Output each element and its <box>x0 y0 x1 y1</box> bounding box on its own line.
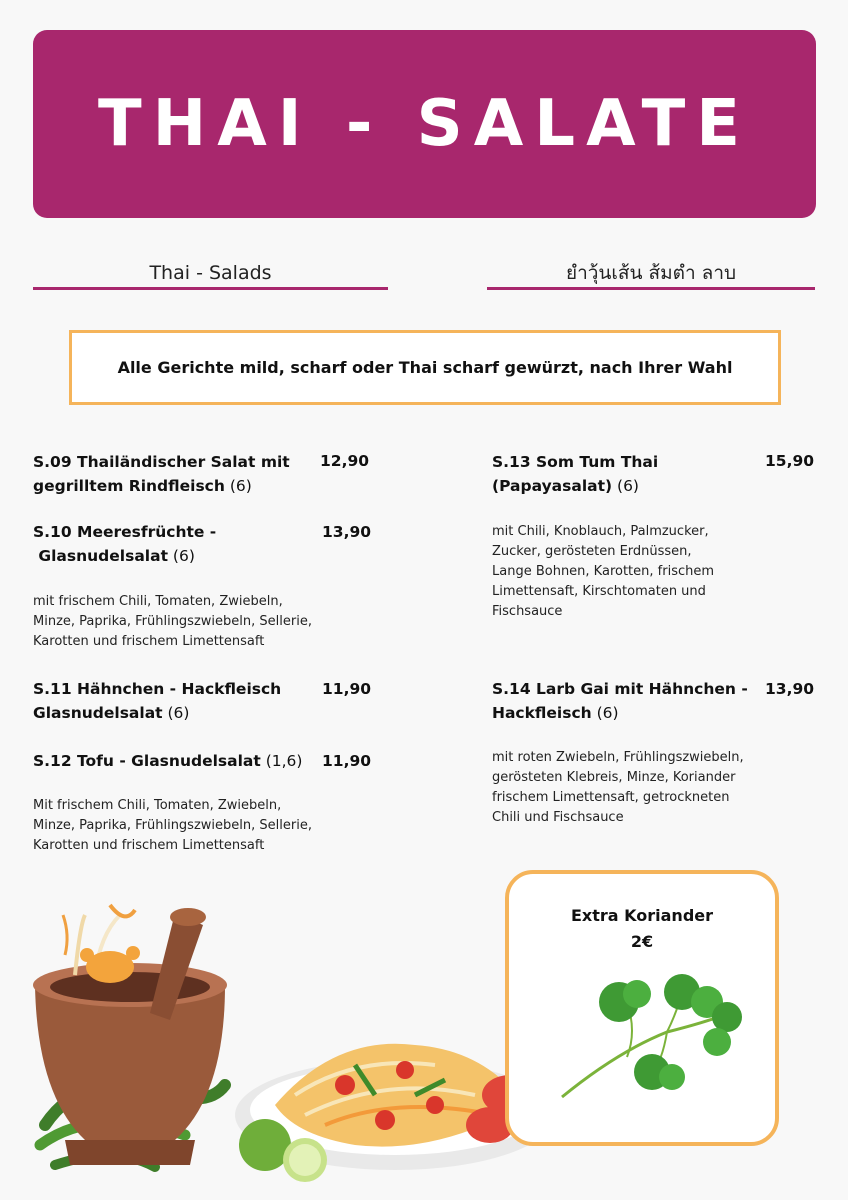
description-line: frischem Limettensaft, getrockneten <box>492 790 730 805</box>
item-name-line: S.12 Tofu - Glasnudelsalat <box>33 752 261 770</box>
subtitle-thai: ยำวุ้นเส้น ส้มตำ ลาบ <box>487 258 815 290</box>
extra-item-name: Extra Koriander <box>570 906 714 925</box>
description-line: mit frischem Chili, Tomaten, Zwiebeln, <box>33 594 283 609</box>
spice-notice: Alle Gerichte mild, scharf oder Thai scharf gewürzt, nach Ihrer Wahl <box>69 330 781 405</box>
item-name-line: S.09 Thailändischer Salat mit <box>33 453 290 471</box>
description-s10 <box>33 592 353 652</box>
item-name-line: Glasnudelsalat <box>33 547 168 565</box>
item-name-line: S.10 Meeresfrüchte - <box>33 523 217 541</box>
mortar-pestle-illustration <box>25 895 240 1185</box>
item-name-line: S.14 Larb Gai mit Hähnchen - <box>492 680 748 698</box>
description-line: Minze, Paprika, Frühlingszwiebeln, Sellerie, <box>33 818 312 833</box>
description-line: Chili und Fischsauce <box>492 810 624 825</box>
description-line: Karotten und frischem Limettensaft <box>33 634 265 649</box>
description-line: mit Chili, Knoblauch, Palmzucker, <box>492 524 709 539</box>
menu-item-s10 <box>33 520 313 568</box>
description-s14 <box>492 748 802 828</box>
description-line: Minze, Paprika, Frühlingszwiebeln, Sellerie, <box>33 614 312 629</box>
menu-item-s12 <box>33 749 318 773</box>
description-line: Karotten und frischem Limettensaft <box>33 838 265 853</box>
price-s14: 13,90 <box>765 680 815 698</box>
item-name-line: S.13 Som Tum Thai <box>492 453 659 471</box>
description-s13 <box>492 522 792 622</box>
description-line: mit roten Zwiebeln, Frühlingszwiebeln, <box>492 750 744 765</box>
price-s12: 11,90 <box>322 752 372 770</box>
description-s12 <box>33 796 353 856</box>
allergen-code: (6) <box>167 547 195 565</box>
page-title: THAI - SALATE <box>97 87 752 161</box>
extra-coriander-box <box>505 870 779 1146</box>
description-line: Fischsauce <box>492 604 563 619</box>
menu-item-s14 <box>492 677 757 725</box>
allergen-code: (6) <box>162 704 190 722</box>
description-line: Limettensaft, Kirschtomaten und <box>492 584 706 599</box>
price-s11: 11,90 <box>322 680 372 698</box>
description-line: Zucker, gerösteten Erdnüssen, <box>492 544 692 559</box>
item-name-line: (Papayasalat) <box>492 477 613 495</box>
item-name-line: Hackfleisch <box>492 704 592 722</box>
allergen-code: (1,6) <box>260 752 303 770</box>
menu-item-s11 <box>33 677 313 725</box>
title-banner <box>33 30 816 218</box>
coriander-illustration <box>557 972 747 1102</box>
description-line: Lange Bohnen, Karotten, frischem <box>492 564 715 579</box>
item-name-line: S.11 Hähnchen - Hackfleisch <box>33 680 282 698</box>
item-name-line: gegrilltem Rindfleisch <box>33 477 225 495</box>
description-line: Mit frischem Chili, Tomaten, Zwiebeln, <box>33 798 282 813</box>
subtitle-english: Thai - Salads <box>33 258 388 290</box>
description-line: gerösteten Klebreis, Minze, Koriander <box>492 770 736 785</box>
allergen-code: (6) <box>591 704 619 722</box>
menu-item-s09 <box>33 450 313 498</box>
allergen-code: (6) <box>224 477 252 495</box>
allergen-code: (6) <box>612 477 639 495</box>
item-name-line: Glasnudelsalat <box>33 704 163 722</box>
price-s09: 12,90 <box>320 452 370 470</box>
price-s13: 15,90 <box>765 452 815 470</box>
extra-item-price: 2€ <box>630 932 654 951</box>
menu-item-s13 <box>492 450 752 498</box>
price-s10: 13,90 <box>322 523 372 541</box>
